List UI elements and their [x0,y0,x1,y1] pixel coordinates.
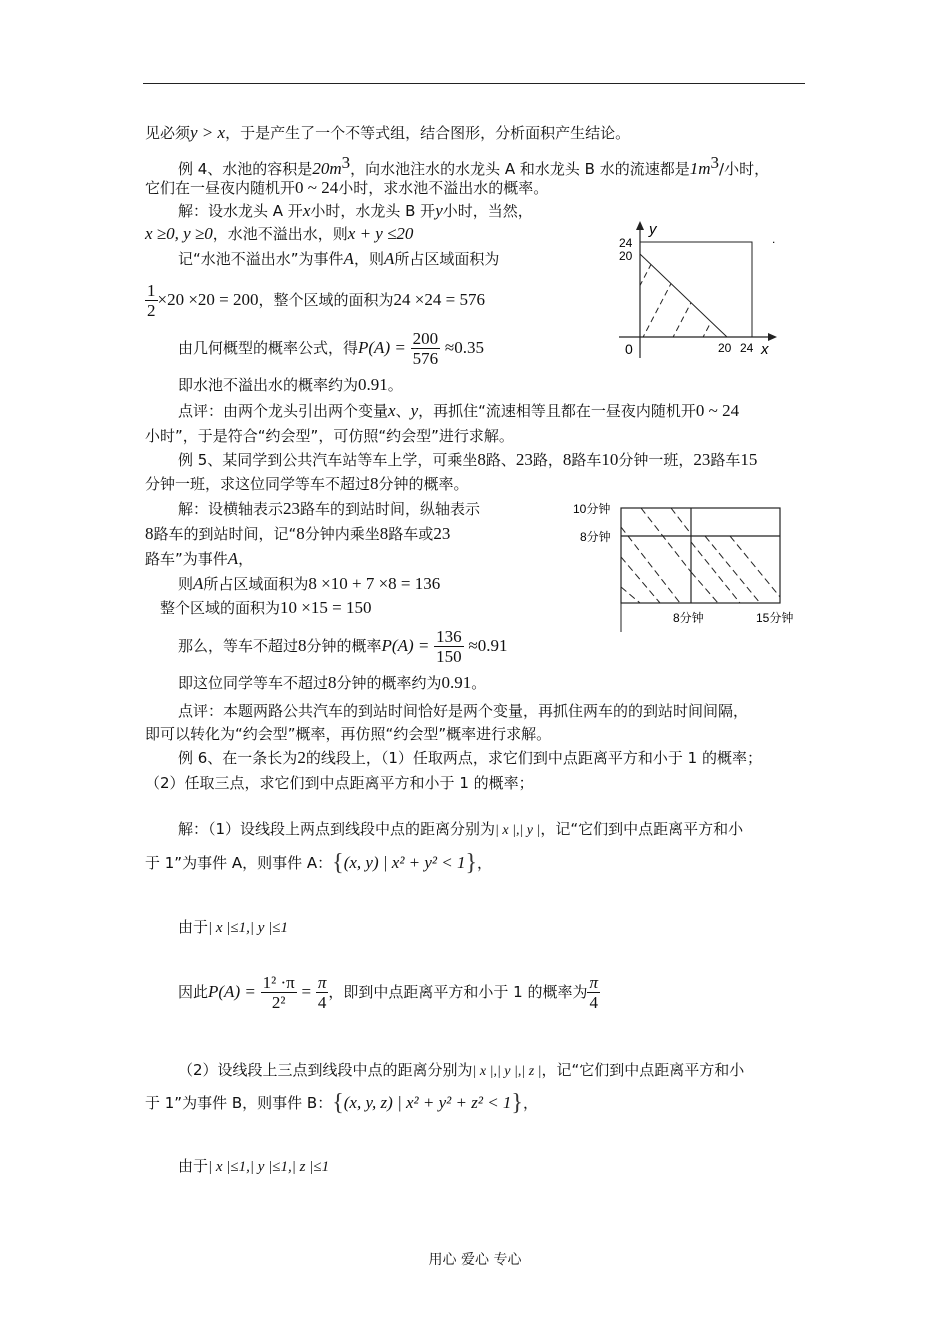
solution-4-line-4: $\frac{1}{2}$ ×20 ×20 = 200，整个区域的面积为24 ×24 = 576 [147,281,485,320]
figure-1-x-arrow [768,333,777,341]
text-line-1: 见必须y > x，于是产生了一个不等式组，结合图形，分析面积产生结论。 [145,123,631,142]
example-4-line-1: 例 4、水池的容积是$20m^3$，向水池注水的水龙头 A 和水龙头 B 水的流速都是$1m^3/$小时， [178,153,770,178]
figure-2-x-15min: 15分钟 [756,611,794,625]
figure-1-triangle [640,254,727,337]
solution-6-line-7: 由于| x |≤1,| y |≤1,| z |≤1 [178,1157,330,1175]
figure-1-x-24: 24 [740,341,754,355]
solution-6-line-4: 因此P(A) = $\frac{\text{1² ·π}}{\text{2²}}$ = $\frac{\pi}{4}$ ，即到中点距离平方和小于 1 的概率为 $\frac{\pi}{4}$ [178,973,599,1012]
review-5-line-1: 点评：本题两路公共汽车的到站时间恰好是两个变量，再抓住两车的的到站时间间隔， [178,702,749,720]
figure-2-y-8min: 8分钟 [580,530,611,544]
figure-1-y-arrow [636,221,644,230]
figure-1-y-label: y [649,221,657,238]
solution-6-line-3: 由于| x |≤1,| y |≤1 [178,918,289,936]
solution-5-line-2: 8路车的到站时间，记“8分钟内乘坐8路车或23 [145,524,451,543]
solution-6-line-5: （2）设线段上三点到线段中点的距离分别为| x |,| y |,| z |，记“它们到中点距离平方和小 [178,1061,745,1079]
figure-1-y-24: 24 [619,236,633,250]
solution-4-line-6: 即水池不溢出水的概率约为0.91。 [178,375,403,394]
solution-5-line-3: 路车”为事件A， [145,549,254,568]
example-4-line-2: 它们在一昼夜内随机开0 ~ 24小时，求水池不溢出水的概率。 [145,178,549,197]
figure-1-x-label: x [761,341,769,358]
solution-6-line-1: 解：（1）设线段上两点到线段中点的距离分别为| x |,| y |，记“它们到中点距离平方和小 [178,820,744,838]
figure-1-y-20: 20 [619,249,633,263]
solution-5-line-6: 那么，等车不超过8分钟的概率P(A) = $\frac{136}{150}$ ≈0.91 [178,627,508,666]
figure-1-diagram [605,218,785,363]
example-5-line-2: 分钟一班，求这位同学等车不超过8分钟的概率。 [145,474,469,493]
figure-1-x-20: 20 [718,341,732,355]
solution-4-line-2: x ≥0, y ≥0，水池不溢出水，则x + y ≤20 [145,224,414,243]
figure-2-shaded-left [621,508,691,603]
example-6-line-2: （2）任取三点，求它们到中点距离平方和小于 1 的概率； [145,774,534,792]
figure-1-dot: . [772,232,776,246]
figure-1-square [640,242,752,337]
solution-6-line-2: 于 1”为事件 A，则事件 A：{(x, y) | x² + y² < 1}， [145,850,493,876]
solution-4-line-1: 解：设水龙头 A 开x小时，水龙头 B 开y小时，当然， [178,201,533,220]
figure-1-origin: 0 [625,341,633,357]
figure-2-border [621,508,780,603]
review-4-line-1: 点评：由两个龙头引出两个变量x、y，再抓住“流速相等且都在一昼夜内随机开0 ~ 24 [178,401,740,420]
page-footer: 用心 爱心 专心 [428,1252,522,1268]
review-4-line-2: 小时”，于是符合“约会型”，可仿照“约会型”进行求解。 [145,427,514,445]
solution-6-line-6: 于 1”为事件 B，则事件 B：{(x, y, z) | x² + y² + z² < 1}， [145,1090,538,1116]
header-rule [143,83,805,84]
example-5-line-1: 例 5、某同学到公共汽车站等车上学，可乘坐8路、23路，8路车10分钟一班，23路车15 [178,450,758,469]
solution-5-line-5: 整个区域的面积为10 ×15 = 150 [160,598,372,617]
review-5-line-2: 即可以转化为“约会型”概率，再仿照“约会型”概率进行求解。 [145,725,552,743]
solution-5-line-7: 即这位同学等车不超过8分钟的概率约为0.91。 [178,673,487,692]
figure-2-y-10min: 10分钟 [573,502,611,516]
solution-4-line-3: 记“水池不溢出水”为事件A，则A所占区域面积为 [178,249,500,268]
figure-2-diagram [570,492,805,632]
example-6-line-1: 例 6、在一条长为2的线段上，（1）任取两点，求它们到中点距离平方和小于 1 的概率； [178,748,762,767]
figure-2-x-8min: 8分钟 [673,611,704,625]
solution-5-line-4: 则A所占区域面积为8 ×10 + 7 ×8 = 136 [178,574,441,593]
figure-2-shaded-right [691,536,785,603]
solution-4-line-5: 由几何概型的概率公式，得P(A) = $\frac{200}{576}$ ≈0.35 [178,329,484,368]
solution-5-line-1: 解：设横轴表示23路车的到站时间，纵轴表示 [178,499,481,518]
